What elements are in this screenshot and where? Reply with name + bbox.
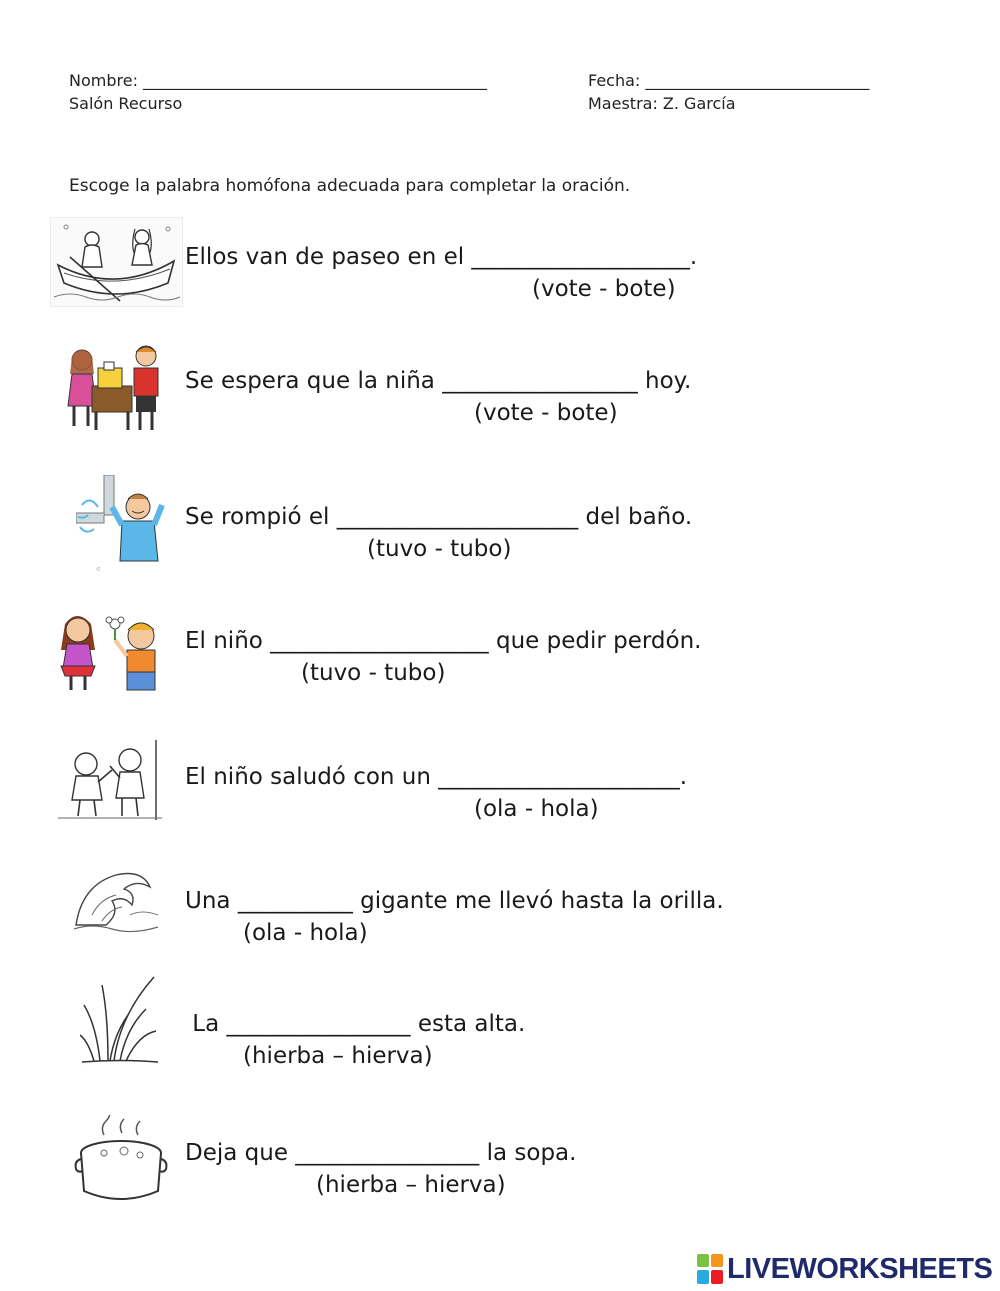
item-8-sentence[interactable]: Deja que ________________ la sopa. <box>185 1140 577 1166</box>
item-5-options: (ola - hola) <box>474 796 599 822</box>
greeting-children-icon <box>58 740 163 822</box>
item-1-options: (vote - bote) <box>532 276 676 302</box>
boat-icon <box>50 217 183 307</box>
item-5-sentence[interactable]: El niño saludó con un _____________________. <box>185 764 688 790</box>
item-6-options: (ola - hola) <box>243 920 368 946</box>
classroom-label: Salón Recurso <box>69 94 183 113</box>
liveworksheets-logo-text: LIVEWORKSHEETS <box>727 1252 993 1285</box>
item-2-sentence[interactable]: Se espera que la niña _________________ hoy. <box>185 368 692 394</box>
grass-icon <box>80 975 160 1070</box>
item-6-sentence[interactable]: Una __________ gigante me llevó hasta la orilla. <box>185 888 724 914</box>
instruction-text: Escoge la palabra homófona adecuada para completar la oración. <box>69 176 631 196</box>
liveworksheets-logo <box>697 1252 992 1286</box>
item-2-options: (vote - bote) <box>474 400 618 426</box>
svg-text:©: © <box>96 567 101 573</box>
item-4-sentence[interactable]: El niño ___________________ que pedir perdón. <box>185 628 702 654</box>
item-3-sentence[interactable]: Se rompió el _____________________ del baño. <box>185 504 693 530</box>
voting-ballot-icon <box>64 340 164 435</box>
item-3-options: (tuvo - tubo) <box>367 536 512 562</box>
liveworksheets-logo-icon <box>697 1254 723 1284</box>
name-field-label: Nombre: ___________________________________________ <box>69 71 488 90</box>
date-field-label: Fecha: ____________________________ <box>588 71 870 90</box>
boiling-pot-icon <box>74 1115 169 1210</box>
item-7-sentence[interactable]: La ________________ esta alta. <box>185 1011 526 1037</box>
item-4-options: (tuvo - tubo) <box>301 660 446 686</box>
item-8-options: (hierba – hierva) <box>316 1172 506 1198</box>
wave-icon <box>72 865 162 935</box>
item-1-sentence[interactable]: Ellos van de paseo en el ___________________. <box>185 244 698 270</box>
apologizing-children-icon <box>57 610 172 695</box>
svg-text:·: · <box>82 1065 84 1070</box>
teacher-label: Maestra: Z. García <box>588 94 736 113</box>
broken-pipe-icon <box>76 475 168 575</box>
item-7-options: (hierba – hierva) <box>243 1043 433 1069</box>
